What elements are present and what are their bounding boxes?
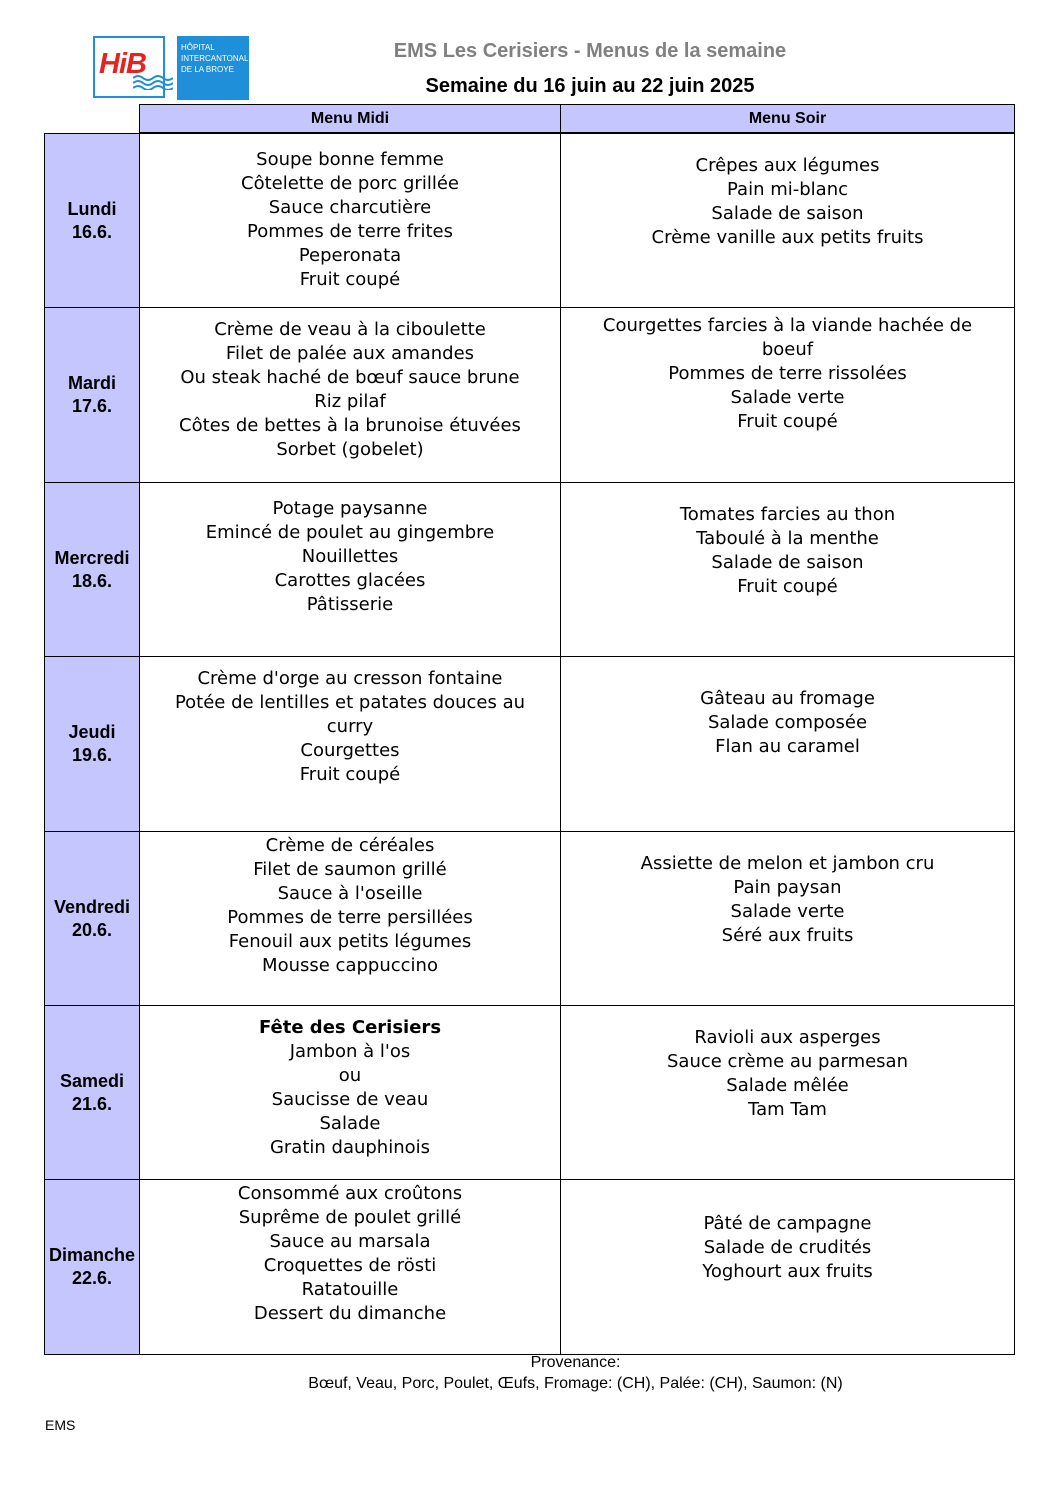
menu-item: Crème de céréales [265, 835, 435, 856]
menu-midi-cell [139, 307, 561, 483]
footer-label: EMS [45, 1417, 76, 1433]
logo-mark-box [93, 36, 165, 98]
menu-heading: Fête des Cerisiers [258, 1017, 442, 1038]
day-label-cell [44, 1179, 140, 1355]
menu-item: Crème d'orge au cresson fontaine [197, 668, 503, 689]
menu-item: Tam Tam [748, 1099, 827, 1120]
menu-item: Salade composée [707, 712, 868, 733]
menu-item: Fruit coupé [299, 764, 401, 785]
day-name: Dimanche [48, 1245, 136, 1265]
menu-item: Flan au caramel [715, 736, 860, 757]
column-header-midi: Menu Midi [139, 104, 561, 133]
menu-item: ou [338, 1065, 362, 1086]
column-header-soir: Menu Soir [560, 104, 1015, 133]
menu-midi-cell [139, 656, 561, 832]
logo-waves-icon [133, 74, 173, 90]
menu-item: Jambon à l'os [289, 1041, 411, 1062]
menu-item: Carottes glacées [274, 570, 426, 591]
menu-item: Pommes de terre rissolées [668, 363, 907, 384]
menu-soir-cell [560, 656, 1015, 832]
day-label-cell [44, 133, 140, 308]
day-name: Jeudi [68, 722, 116, 742]
menu-item: curry [326, 716, 374, 737]
logo-mark-text: HiB [99, 48, 146, 80]
menu-item: Salade de saison [711, 203, 864, 224]
menu-item: Pâté de campagne [703, 1213, 872, 1234]
menu-item: Filet de palée aux amandes [225, 343, 475, 364]
menu-item: Ravioli aux asperges [694, 1027, 881, 1048]
menu-item: Salade mêlée [726, 1075, 849, 1096]
menu-item: Tomates farcies au thon [679, 504, 896, 525]
week-subtitle: Semaine du 16 juin au 22 juin 2025 [425, 75, 755, 97]
menu-midi-cell [139, 133, 561, 308]
logo-line: DE LA BROYE [181, 65, 234, 74]
menu-midi-cell [139, 1005, 561, 1180]
day-date: 21.6. [71, 1093, 113, 1114]
menu-item: Assiette de melon et jambon cru [640, 853, 935, 874]
day-date: 19.6. [71, 745, 113, 765]
menu-item: Sauce crème au parmesan [667, 1051, 908, 1072]
day-label-cell [44, 656, 140, 832]
menu-item: Salade de saison [711, 552, 864, 573]
menu-soir-cell [560, 307, 1015, 483]
menu-item: Sauce à l'oseille [277, 883, 423, 904]
menu-item: Fenouil aux petits légumes [228, 931, 472, 952]
day-label-cell [44, 1005, 140, 1180]
menu-item: Ratatouille [301, 1279, 399, 1300]
page-title: EMS Les Cerisiers - Menus de la semaine [393, 40, 787, 62]
day-date: 20.6. [71, 919, 113, 940]
menu-item: Salade verte [730, 901, 845, 922]
menu-item: Consommé aux croûtons [237, 1183, 463, 1204]
day-label-cell [44, 307, 140, 483]
day-label-cell [44, 831, 140, 1006]
menu-midi-cell [139, 831, 561, 1006]
day-name: Lundi [67, 198, 117, 219]
menu-item: Filet de saumon grillé [253, 859, 447, 880]
menu-item: Fruit coupé [737, 576, 838, 597]
menu-item: Nouillettes [301, 546, 399, 567]
menu-soir-cell [560, 133, 1015, 308]
menu-item: Pain mi-blanc [727, 179, 848, 200]
menu-item: Emincé de poulet au gingembre [205, 522, 495, 543]
menu-item: Sauce au marsala [269, 1231, 431, 1252]
logo-line: HÔPITAL [181, 43, 215, 52]
menu-item: Croquettes de rösti [263, 1255, 437, 1276]
logo-name-block [177, 36, 249, 100]
day-date: 18.6. [71, 570, 113, 591]
menu-item: Salade [319, 1113, 381, 1134]
menu-item: boeuf [761, 339, 814, 360]
menu-item: Courgettes [300, 740, 400, 761]
menu-item: Crème de veau à la ciboulette [214, 319, 486, 340]
day-date: 16.6. [71, 221, 113, 242]
hospital-logo [93, 36, 249, 100]
menu-soir-cell [560, 831, 1015, 1006]
day-name: Samedi [59, 1070, 125, 1091]
menu-item: Potage paysanne [272, 498, 428, 519]
menu-soir-cell [560, 1179, 1015, 1355]
menu-item: Sauce charcutière [268, 197, 432, 218]
menu-item: Taboulé à la menthe [696, 528, 879, 549]
provenance-text: Bœuf, Veau, Porc, Poulet, Œufs, Fromage: (CH), Palée: (CH), Saumon: (N) [308, 1375, 843, 1392]
menu-item: Fruit coupé [737, 411, 838, 432]
menu-item: Côtes de bettes à la brunoise étuvées [179, 415, 521, 436]
menu-item: Côtelette de porc grillée [241, 173, 459, 194]
day-date: 17.6. [71, 396, 113, 416]
menu-item: Peperonata [298, 245, 402, 266]
menu-item: Sorbet (gobelet) [276, 439, 424, 460]
menu-item: Saucisse de veau [271, 1089, 429, 1110]
menu-item: Gratin dauphinois [269, 1137, 431, 1158]
day-date: 22.6. [71, 1268, 113, 1288]
menu-item: Yoghourt aux fruits [702, 1261, 873, 1282]
menu-item: Riz pilaf [314, 391, 386, 412]
menu-item: Pommes de terre frites [247, 221, 453, 242]
menu-item: Pain paysan [733, 877, 842, 898]
menu-item: Courgettes farcies à la viande hachée de [602, 315, 973, 336]
menu-item: Séré aux fruits [721, 925, 854, 946]
menu-item: Potée de lentilles et patates douces au [174, 692, 526, 713]
menu-item: Crème vanille aux petits fruits [651, 227, 924, 248]
day-label-cell [44, 482, 140, 657]
day-name: Mardi [67, 373, 116, 393]
menu-item: Mousse cappuccino [262, 955, 438, 976]
menu-midi-cell [139, 1179, 561, 1355]
menu-item: Crêpes aux légumes [695, 155, 880, 176]
menu-soir-cell [560, 482, 1015, 657]
day-name: Vendredi [53, 896, 131, 917]
menu-soir-cell [560, 1005, 1015, 1180]
menu-item: Fruit coupé [299, 269, 401, 290]
menu-item: Gâteau au fromage [700, 688, 875, 709]
menu-item: Pommes de terre persillées [227, 907, 473, 928]
day-name: Mercredi [54, 547, 130, 568]
menu-item: Ou steak haché de bœuf sauce brune [180, 367, 520, 388]
menu-item: Soupe bonne femme [256, 149, 444, 170]
menu-midi-cell [139, 482, 561, 657]
menu-item: Salade verte [730, 387, 845, 408]
menu-item: Suprême de poulet grillé [238, 1207, 462, 1228]
menu-item: Dessert du dimanche [253, 1303, 447, 1324]
logo-line: INTERCANTONAL [181, 54, 249, 63]
menu-item: Salade de crudités [703, 1237, 872, 1258]
provenance-label: Provenance: [530, 1354, 621, 1371]
menu-item: Pâtisserie [306, 594, 394, 615]
